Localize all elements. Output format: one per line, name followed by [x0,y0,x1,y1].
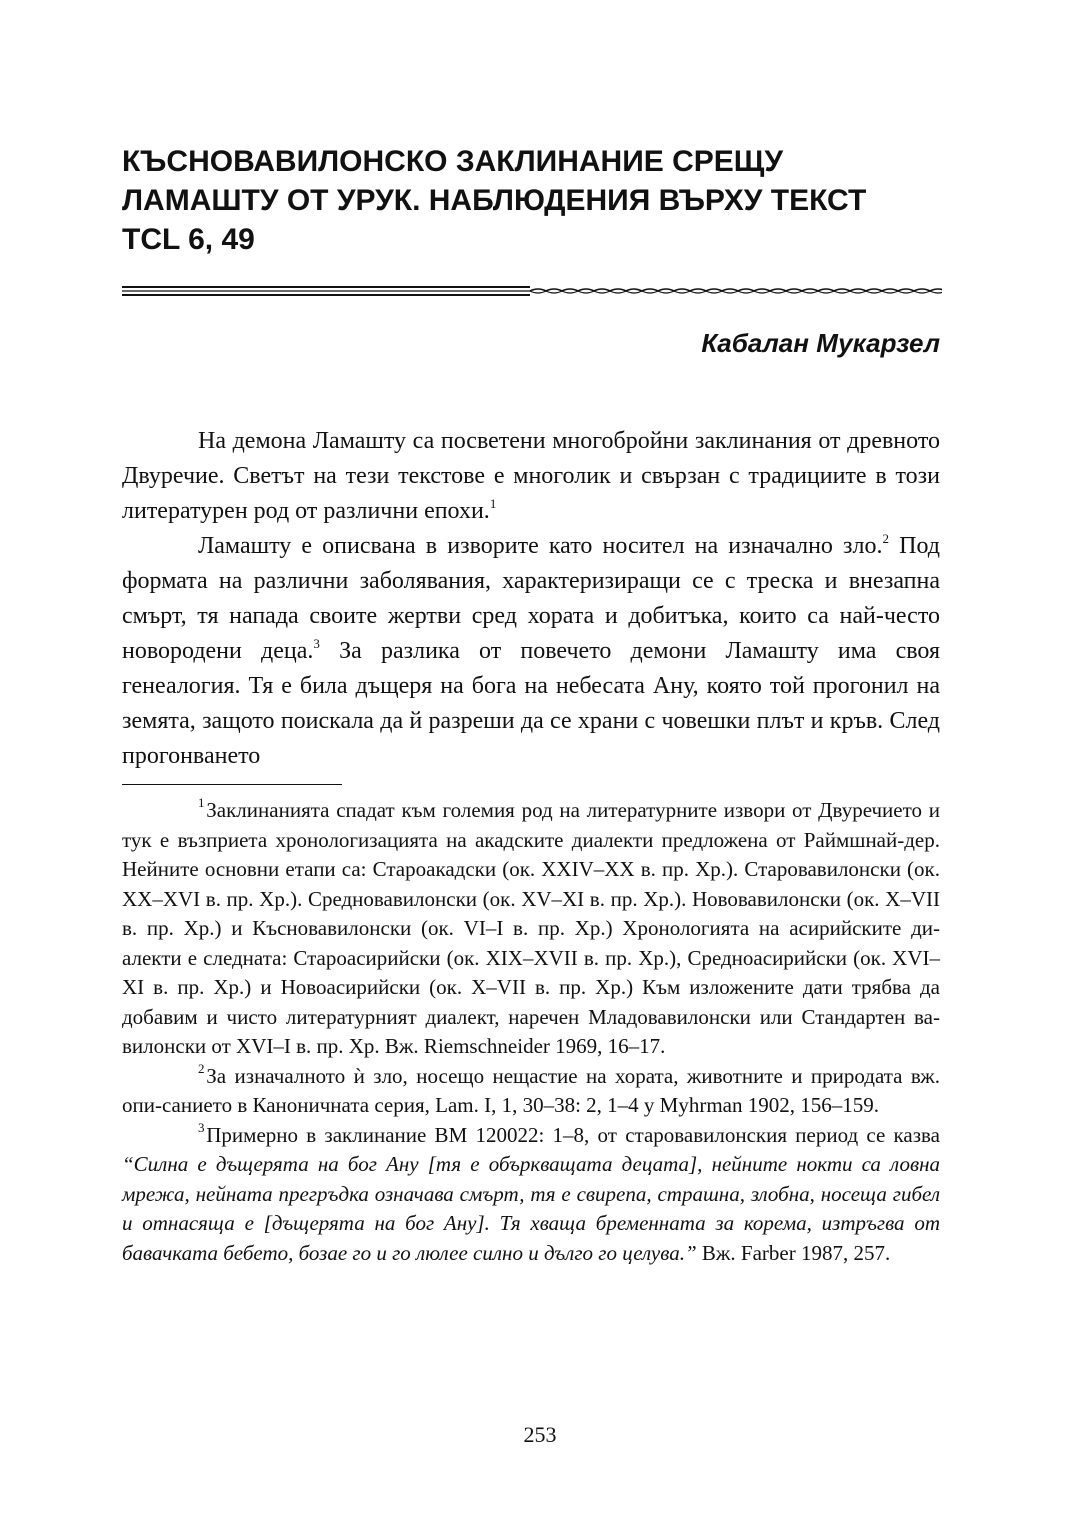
footnote-2: $^2$ За изначалното ѝ зло, носещо нещастие на хората, животните и природата вж. опи-санието в Каноничната серия, Lam. I, 1, 30–38: 2, 1–4 у Myhrman 1902, 156–159. [122,1060,940,1117]
footnotes [122,796,940,1268]
footnote-number-1: 1 [198,795,205,810]
footnote-ref-3[interactable]: 3 [313,636,320,651]
title-line-2: ЛАМАШТУ ОТ УРУК. НАБЛЮДЕНИЯ ВЪРХУ ТЕКСТ [122,184,867,217]
author-name: Кабалан Мукарзел [701,328,940,358]
paragraph-1: На демона Ламашту са посветени многобройни заклинания от древното Двуречие. Светът на тези текстове е многолик и свързан с традициите в този литературен род от различни епохи.$^1$ [122,428,940,524]
paragraph-2: Ламашту е описвана в изворите като носител на изначално зло.$^2$ Под формата на различни заболявания, характеризиращи се с треска и внезапна смърт, тя напада своите жертви сред хората и добитъка, които са най-често новородени деца.$^3$ За разлика от повечето демони Ламашту има своя генеалогия. Тя е била дъщеря на бога на небесата Ану, която той прогонил на земята, защото поискала да й разреши да се храни с човешки плът и кръв. След прогонването [122,531,941,769]
footnote-3-quote: “Силна е дъщерята на бог Ану [тя е объркващата децата], нейните нокти са ловна мрежа, нейната прегръдка означава смърт, тя е свирепа, страшна, злобна, носеща гибел и отнасяща е [дъщерята на бог Ану]. Тя хваща бременната за корема, изтръгва от бавачката бебето, бозае го и го люлее силно и дълго го целува.” [122,1152,940,1265]
footnote-separator [122,784,342,785]
footnote-ref-2[interactable]: 2 [882,531,890,546]
article-title [122,142,942,259]
footnote-number-2: 2 [198,1060,205,1076]
footnote-1: $^1$ Заклинанията спадат към големия род на литературните извори от Двуречието и тук е възприета хронологизацията на акадските диалекти предложена от Раймшнай-дер. Нейните основни етапи са: Староакадски (ок. XXIV–XX в. пр. Хр.). Старовавилонски (ок. XX–XVI в. пр. Хр.). Средновавилонски (ок. XV–XI в. пр. Хр.). Нововавилонски (ок. X–VII в. пр. Хр.) и Късновавилонски (ок. VI–I в. пр. Хр.) Хронологията на асирийските ди-алекти е следната: Староасирийски (ок. XIX–XVII в. пр. Хр.), Средноасирийски (ок. XVI–XI в. пр. Хр.) и Новоасирийски (ок. X–VII в. пр. Хр.) Към изложените дати трябва да добавим и чисто литературният диалект, наречен Младовавилонски или Стандартен ва-вилонски от XVI–I в. пр. Хр. Вж. Riemschneider 1969, 16–17. [122,795,940,1058]
footnote-ref-1[interactable]: 1 [489,496,497,511]
page-number: 253 [523,1422,557,1447]
title-ornament-divider [122,279,942,303]
title-line-3: TCL 6, 49 [122,223,255,256]
title-line-1: КЪСНОВАВИЛОНСКО ЗАКЛИНАНИЕ СРЕЩУ [122,145,784,178]
footnote-number-3: 3 [198,1119,205,1135]
footnote-3: $^3$ Примерно в заклинание BM 120022: 1–8, от старовавилонския период се казва “Силна е дъщерята на бог Ану [тя е объркващата децата], нейните нокти са ловна мрежа, нейната прегръдка означава смърт, тя е свирепа, страшна, злобна, носеща гибел и отнасяща е [дъщерята на бог Ану]. Тя хваща бременната за корема, изтръгва от бавачката бебето, бозае го и го люлее силно и дълго го целува.” Вж. Farber 1987, 257. [122,1119,940,1265]
main-text [122,424,940,774]
